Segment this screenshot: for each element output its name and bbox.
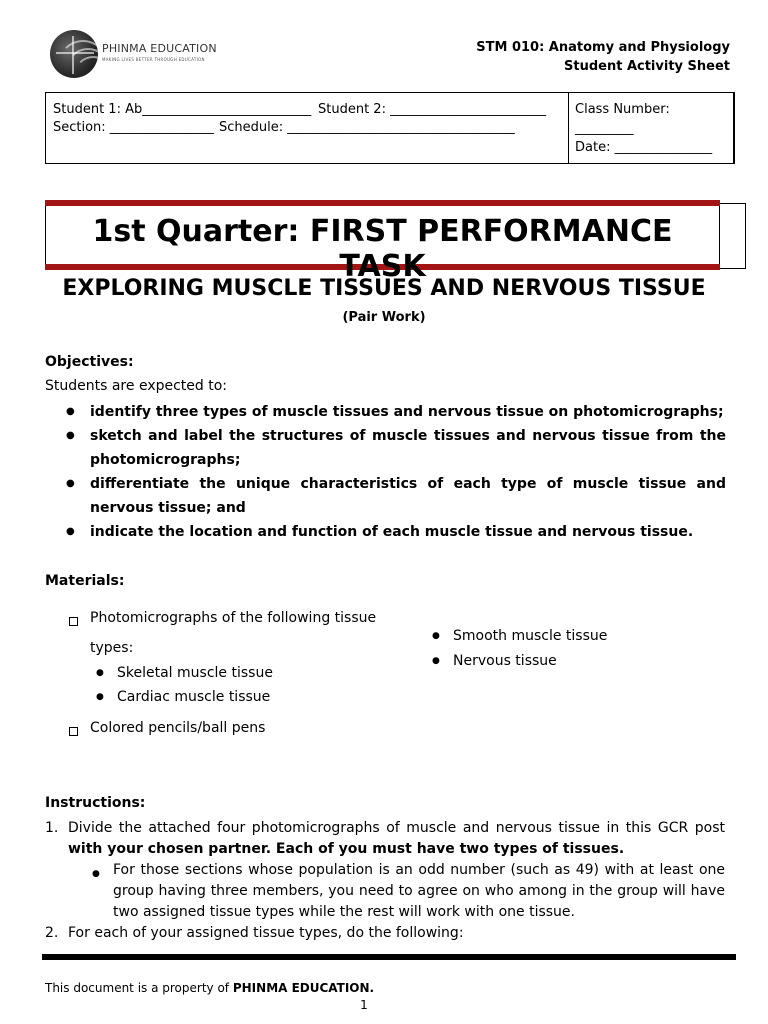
checkbox-icon [69,727,78,736]
student1-field[interactable]: Student 1: Ab__________________________ [53,102,312,117]
course-info [476,38,730,76]
phinma-logo-icon [50,30,98,78]
step-bold-text: with your chosen partner. Each of you must have two types of tissues. [68,841,625,857]
step-text: For each of your assigned tissue types, do the following: [68,925,464,941]
objectives-heading: Objectives: [45,354,134,370]
bullet-icon: ● [96,692,104,702]
bullet-icon: ● [432,656,440,666]
logo-tagline: MAKING LIVES BETTER THROUGH EDUCATION [102,57,205,62]
instructions-heading: Instructions: [45,795,146,811]
objective-item: ● indicate the location and function of each muscle tissue and nervous tissue. [66,520,726,544]
footer-owner: PHINMA EDUCATION. [232,981,375,995]
bullet-icon: ● [432,631,440,641]
section-field[interactable]: Section: ________________ [53,120,214,135]
materials-heading: Materials: [45,573,125,589]
instruction-step-2 [45,923,725,944]
material-sub-item: Smooth muscle tissue [453,628,608,644]
material-colored-pencils: Colored pencils/ball pens [90,720,266,736]
student-info-box [45,92,735,164]
title-side-box [720,203,746,269]
bullet-icon: ● [92,869,100,879]
instruction-substep [45,860,725,923]
step-text: Divide the attached four photomicrographs of muscle and nervous tissue in this GCR post [68,820,725,836]
material-sub-item: Skeletal muscle tissue [117,665,273,681]
step-number: 1. [45,820,59,836]
title-box [45,200,720,284]
class-number-field[interactable]: _________ [575,121,634,136]
objectives-intro: Students are expected to: [45,378,228,394]
bullet-icon: ● [96,668,104,678]
step-number: 2. [45,925,59,941]
student2-field[interactable]: Student 2: ________________________ [318,102,547,117]
material-photomicrographs: Photomicrographs of the following tissue [90,610,377,626]
page-title: 1st Quarter: FIRST PERFORMANCE TASK [92,214,673,284]
footer-divider [42,954,736,960]
page-subtitle: EXPLORING MUSCLE TISSUES AND NERVOUS TISSUE [62,276,706,301]
page-number: 1 [360,998,368,1012]
class-number-label: Class Number: [575,102,670,117]
schedule-field[interactable]: Schedule: ___________________________________ [219,120,515,135]
objective-item: ● identify three types of muscle tissues and nervous tissue on photomicrographs; [66,400,726,424]
material-sub-item: Cardiac muscle tissue [117,689,271,705]
objective-item: ● differentiate the unique characteristics of each type of muscle tissue and nervous tissue; and [66,472,726,520]
date-field[interactable]: Date: _______________ [575,140,713,155]
substep-text: For those sections whose population is an odd number (such as 49) with at least one group having three members, you need to agree on who among in the group will have two assigned tissue types while the rest will work with one tissue. [113,862,725,920]
instruction-step-1 [45,818,725,860]
objectives-list [66,400,726,544]
objective-item: ● sketch and label the structures of muscle tissues and nervous tissue from the photomicrographs; [66,424,726,472]
course-title: STM 010: Anatomy and Physiology [476,40,730,55]
logo-name: PHINMA EDUCATION [102,42,217,55]
footer-note [45,981,374,995]
instructions-list [45,818,725,944]
footer-prefix: This document is a property of [45,981,230,995]
checkbox-icon [69,617,78,626]
sheet-type: Student Activity Sheet [564,59,730,74]
material-sub-item: Nervous tissue [453,653,557,669]
pair-work-label: (Pair Work) [342,310,426,325]
material-photomicrographs-cont: types: [90,640,134,656]
